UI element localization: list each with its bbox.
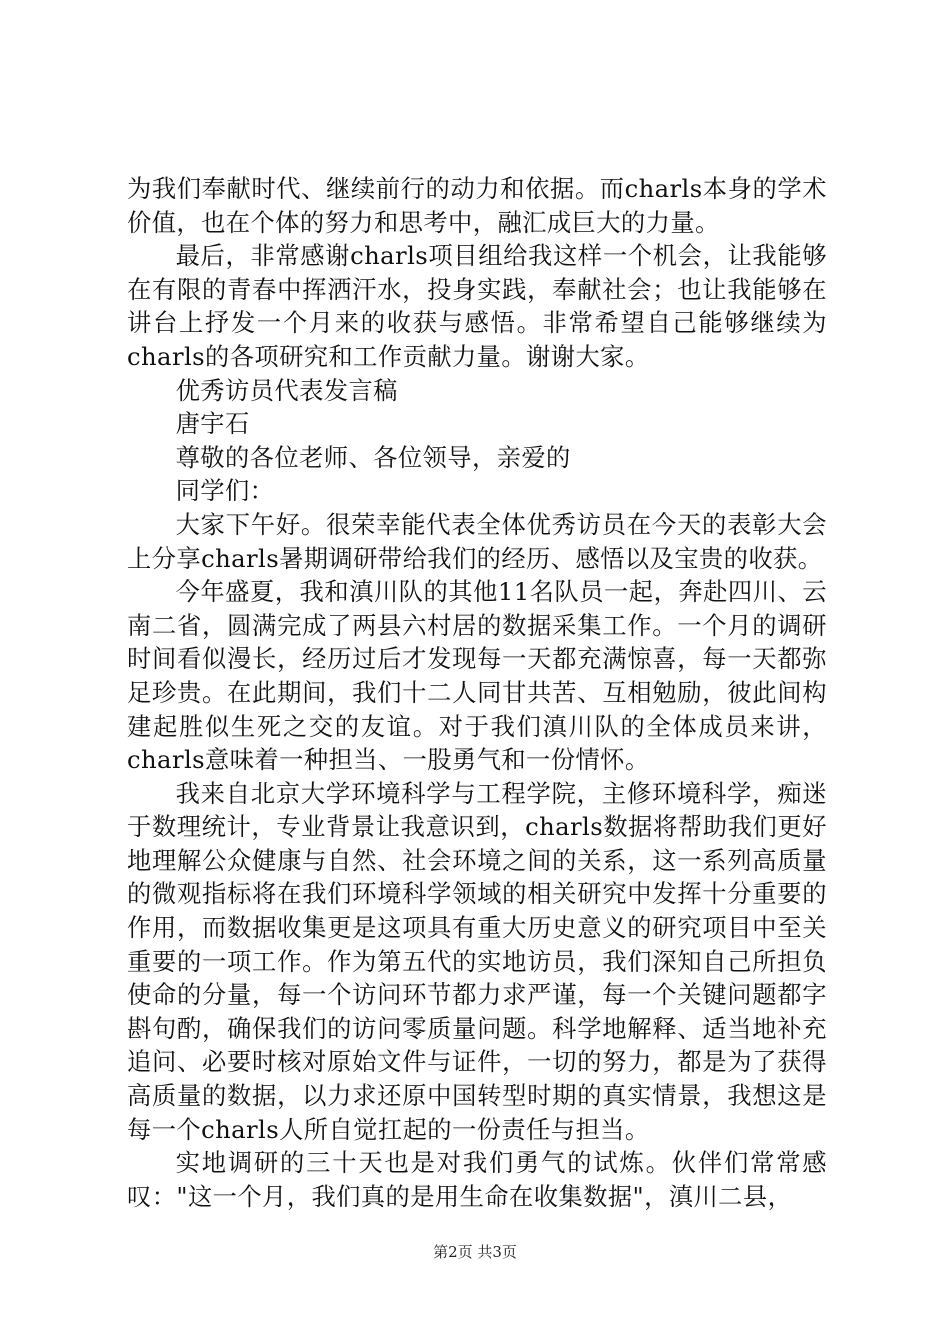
speaker-name: 唐宇石 [175,409,250,439]
page-footer: 第2页 共3页 [433,1243,517,1261]
paragraph-greeting: 大家下午好。很荣幸能代表全体优秀访员在今天的表彰大会上分享charls暑期调研带给我们的经历、感悟以及宝贵的收获。 [127,509,827,573]
paragraph-summer: 今年盛夏，我和滇川队的其他11名队员一起，奔赴四川、云南二省，圆满完成了两县六村居的数据采集工作。一个月的调研时间看似漫长，经历过后才发现每一天都充满惊喜，每一天都弥足珍贵。在此期间，我们十二人同甘共苦、互相勉励，彼此间构建起胜似生死之交的友谊。对于我们滇川队的全体成员来讲，charls意味着一种担当、一股勇气和一份情怀。 [127,577,827,775]
salutation-line-2: 同学们： [175,476,275,506]
speech-title: 优秀访员代表发言稿 [175,375,398,405]
salutation-line-1: 尊敬的各位老师、各位领导，亲爱的 [175,442,571,472]
paragraph-2: 最后，非常感谢charls项目组给我这样一个机会，让我能够在有限的青春中挥洒汗水，投身实践，奉献社会；也让我能够在讲台上抒发一个月来的收获与感悟。非常希望自己能够继续为charls的各项研究和工作贡献力量。谢谢大家。 [127,241,827,371]
paragraph-1: 为我们奉献时代、继续前行的动力和依据。而charls本身的学术价值，也在个体的努力和思考中，融汇成巨大的力量。 [127,174,827,237]
paragraph-courage: 实地调研的三十天也是对我们勇气的试炼。伙伴们常常感叹："这一个月，我们真的是用生命在收集数据"，滇川二县， [127,1148,827,1211]
paragraph-background: 我来自北京大学环境科学与工程学院，主修环境科学，痴迷于数理统计，专业背景让我意识到，charls数据将帮助我们更好地理解公众健康与自然、社会环境之间的关系，这一系列高质量的微观指标将在我们环境科学领域的相关研究中发挥十分重要的作用，而数据收集更是这项具有重大历史意义的研究项目中至关重要的一项工作。作为第五代的实地访员，我们深知自己所担负使命的分量，每一个访问环节都力求严谨，每一个关键问题都字斟句酌，确保我们的访问零质量问题。科学地解释、适当地补充追问、必要时核对原始文件与证件，一切的努力，都是为了获得高质量的数据，以力求还原中国转型时期的真实情景，我想这是每一个charls人所自觉扛起的一份责任与担当。 [127,778,827,1144]
document-body [127,172,827,1213]
